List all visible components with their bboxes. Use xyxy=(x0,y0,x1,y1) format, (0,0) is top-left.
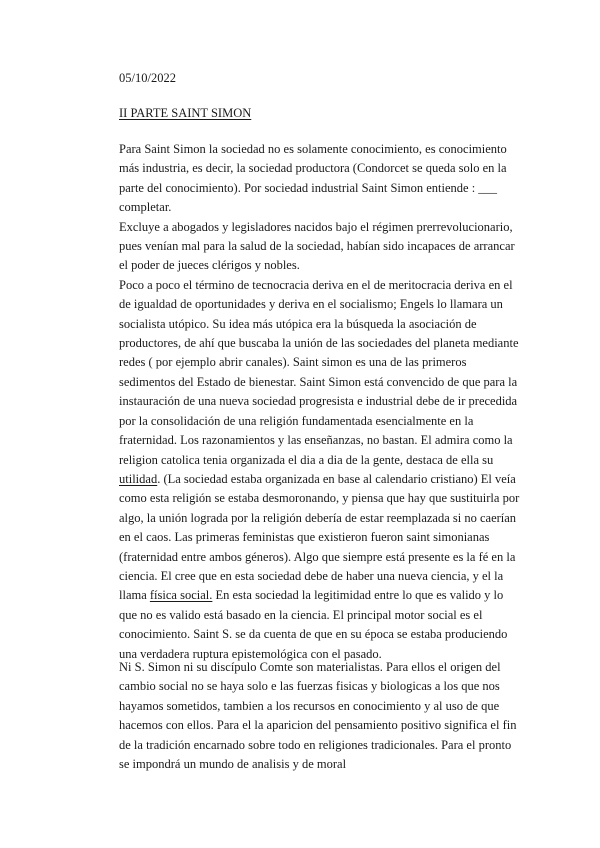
underlined-term-utilidad: utilidad xyxy=(119,471,158,486)
section-title xyxy=(119,103,251,123)
body-text-block xyxy=(119,140,522,664)
paragraph-materialism: Ni S. Simon ni su discípulo Comte son materialistas. Para ellos el origen del cambio social no se haya solo e las fuerzas fisicas y biologicas a los que nos hayamos sometidos, tambien a los recursos en conocimiento y al uso de que hacemos con ellos. Para el la aparicion del pensamiento positivo significa el fin de la tradición encarnado sobre todo en religiones tradicionales. Para el pronto se impondrá un mundo de analisis y de moral xyxy=(119,660,517,772)
section-title-text: II PARTE SAINT SIMON xyxy=(119,106,252,120)
document-date: 05/10/2022 xyxy=(119,71,176,85)
paragraph-technocracy-part3: En esta sociedad la legitimidad entre lo que es valido y lo que no es valido está basado en la ciencia. El principal motor social es el conocimiento. Saint S. se da cuenta de que en su época se estaba produciendo una verdadera ruptura epistemológica con el pasado. xyxy=(119,588,508,661)
paragraph-intro: Para Saint Simon la sociedad no es solamente conocimiento, es conocimiento más industria, es decir, la sociedad productora (Condorcet se queda solo en la parte del conocimiento). Por sociedad industrial Saint Simon entiende : ___ completar. xyxy=(119,142,507,215)
paragraph-technocracy-part2: . (La sociedad estaba organizada en base al calendario cristiano) El veía como esta religión se estaba desmoronando, y piensa que hay que sustituirla por algo, la unión lograda por la religión debería de estar reemplazada si no caerían en el caos. Las primeras feministas que existieron fueron saint simonianas (fraternidad entre ambos géneros). Algo que siempre está presente es la fé en la ciencia. El cree que en esta sociedad debe de haber una nueva ciencia, y el la llama xyxy=(119,471,520,603)
paragraph-exclusion: Excluye a abogados y legisladores nacidos bajo el régimen prerrevolucionario, pues venían mal para la salud de la sociedad, habían sido incapaces de arrancar el poder de jueces clérigos y nobles. xyxy=(119,219,515,273)
paragraph-technocracy xyxy=(119,276,522,664)
underlined-term-fisica-social: física social. xyxy=(149,588,213,603)
body-text-block-2 xyxy=(119,658,522,774)
paragraph-technocracy-part1: Poco a poco el término de tecnocracia deriva en el de meritocracia deriva en el de igualdad de oportunidades y deriva en el socialismo; Engels lo llamara un socialista utópico. Su idea más utópica era la búsqueda la asociación de productores, de ahí que buscaba la unión de las sociedades del planeta mediante redes ( por ejemplo abrir canales). Saint simon es una de las primeros sedimentos del Estado de bienestar. Saint Simon está convencido de que para la instauración de una nueva sociedad progresista e industrial debe de ir precedida por la consolidación de una religión fundamentada esencialmente en la fraternidad. Los razonamientos y las enseñanzas, no bastan. El admira como la religion catolica tenia organizada el dia a dia de la gente, destaca de ella su xyxy=(119,277,519,467)
